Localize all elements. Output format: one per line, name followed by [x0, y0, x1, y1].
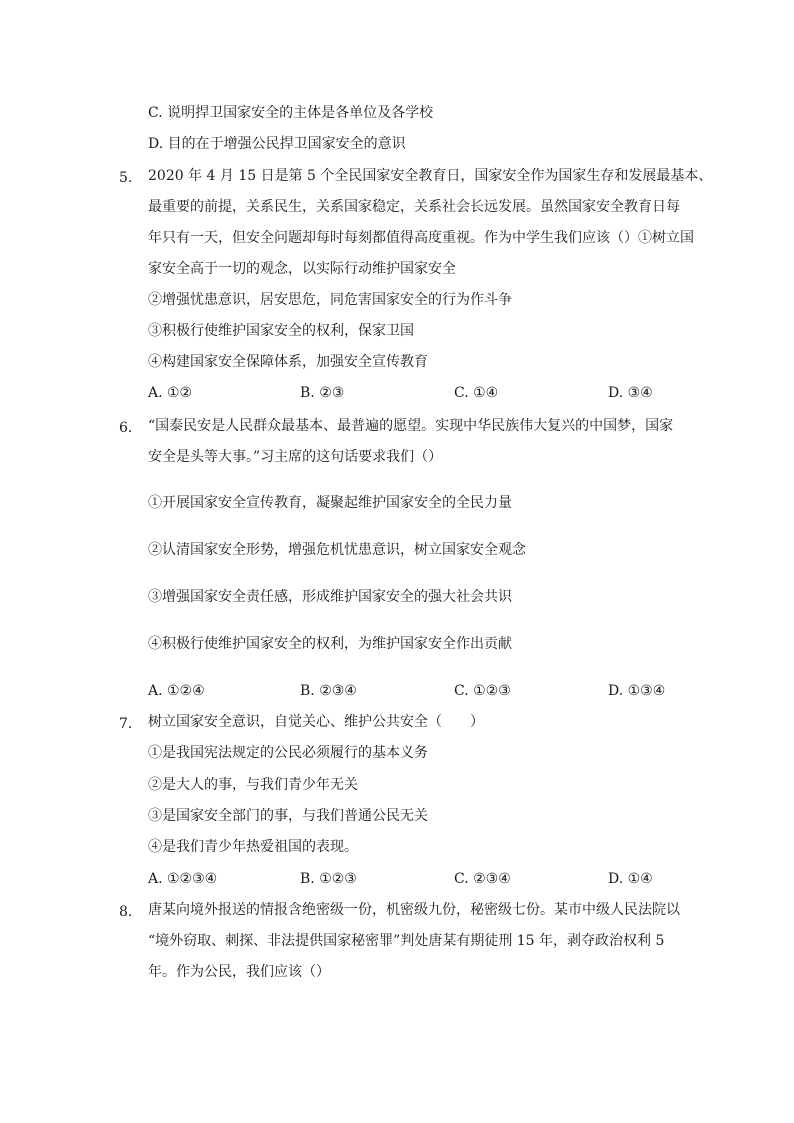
q5-option-c: C. ①④: [454, 385, 499, 401]
q5-options: [148, 383, 678, 403]
q6-stem-line: “国泰民安是人民群众最基本、最普遍的愿望。实现中华民族伟大复兴的中国梦，国家: [148, 418, 674, 434]
q5-stem-line: 最重要的前提，关系民生，关系国家稳定，关系社会长远发展。虽然国家安全教育日每: [148, 199, 680, 215]
q5-item: ④构建国家安全保障体系，加强安全宣传教育: [148, 354, 428, 370]
q5-stem-line: 2020 年 4 月 15 日是第 5 个全民国家安全教育日，国家安全作为国家生存和发展最基本、: [148, 168, 713, 184]
q6-item: ①开展国家安全宣传教育，凝聚起维护国家安全的全民力量: [148, 495, 512, 511]
q7-stem-line: 树立国家安全意识，自觉关心、维护公共安全（ ）: [148, 714, 484, 730]
q8-stem-line: “境外窃取、刺探、非法提供国家秘密罪”判处唐某有期徒刑 15 年，剥夺政治权利 5: [148, 933, 665, 949]
q6-options: [148, 681, 678, 701]
q7-option-d: D. ①④: [608, 871, 653, 887]
q7-item: ①是我国宪法规定的公民必须履行的基本义务: [148, 745, 428, 761]
q7-option-c: C. ②③④: [454, 871, 511, 887]
q7-number: 7.: [119, 716, 133, 732]
q6-option-a: A. ①②④: [148, 683, 205, 699]
q5-number: 5.: [119, 170, 133, 186]
q6-option-c: C. ①②③: [454, 683, 511, 699]
q5-item: ③积极行使维护国家安全的权利，保家卫国: [148, 323, 414, 339]
q6-item: ④积极行使维护国家安全的权利，为维护国家安全作出贡献: [148, 636, 512, 652]
q7-option-a: A. ①②③④: [148, 871, 218, 887]
q5-item: ②增强忧患意识，居安思危，同危害国家安全的行为作斗争: [148, 292, 512, 308]
q5-option-a: A. ①②: [148, 385, 193, 401]
q5-option-d: D. ③④: [608, 385, 653, 401]
q6-item: ②认清国家安全形势，增强危机忧患意识，树立国家安全观念: [148, 542, 526, 558]
q5-stem-line: 家安全高于一切的观念，以实际行动维护国家安全: [148, 261, 456, 277]
q7-option-b: B. ①②③: [300, 871, 357, 887]
q7-item: ②是大人的事，与我们青少年无关: [148, 777, 358, 793]
q4-option-d: D. 目的在于增强公民捍卫国家安全的意识: [148, 136, 406, 152]
q6-number: 6.: [119, 420, 133, 436]
q5-option-b: B. ②③: [300, 385, 345, 401]
q6-item: ③增强国家安全责任感，形成维护国家安全的强大社会共识: [148, 589, 512, 605]
q6-option-d: D. ①③④: [608, 683, 666, 699]
q4-option-c: C. 说明捍卫国家安全的主体是各单位及各学校: [148, 105, 434, 121]
q6-option-b: B. ②③④: [300, 683, 357, 699]
q7-options: [148, 869, 678, 889]
q8-number: 8.: [119, 904, 133, 920]
q7-item: ③是国家安全部门的事，与我们普通公民无关: [148, 808, 428, 824]
q8-stem-line: 唐某向境外报送的情报含绝密级一份，机密级九份，秘密级七份。某市中级人民法院以: [148, 902, 680, 918]
q7-item: ④是我们青少年热爱祖国的表现。: [148, 839, 358, 855]
q8-stem-line: 年。作为公民，我们应该（）: [148, 964, 330, 980]
q6-stem-line: 安全是头等大事。”习主席的这句话要求我们（）: [148, 449, 443, 465]
q5-stem-line: 年只有一天，但安全问题却每时每刻都值得高度重视。作为中学生我们应该（）①树立国: [148, 230, 694, 246]
